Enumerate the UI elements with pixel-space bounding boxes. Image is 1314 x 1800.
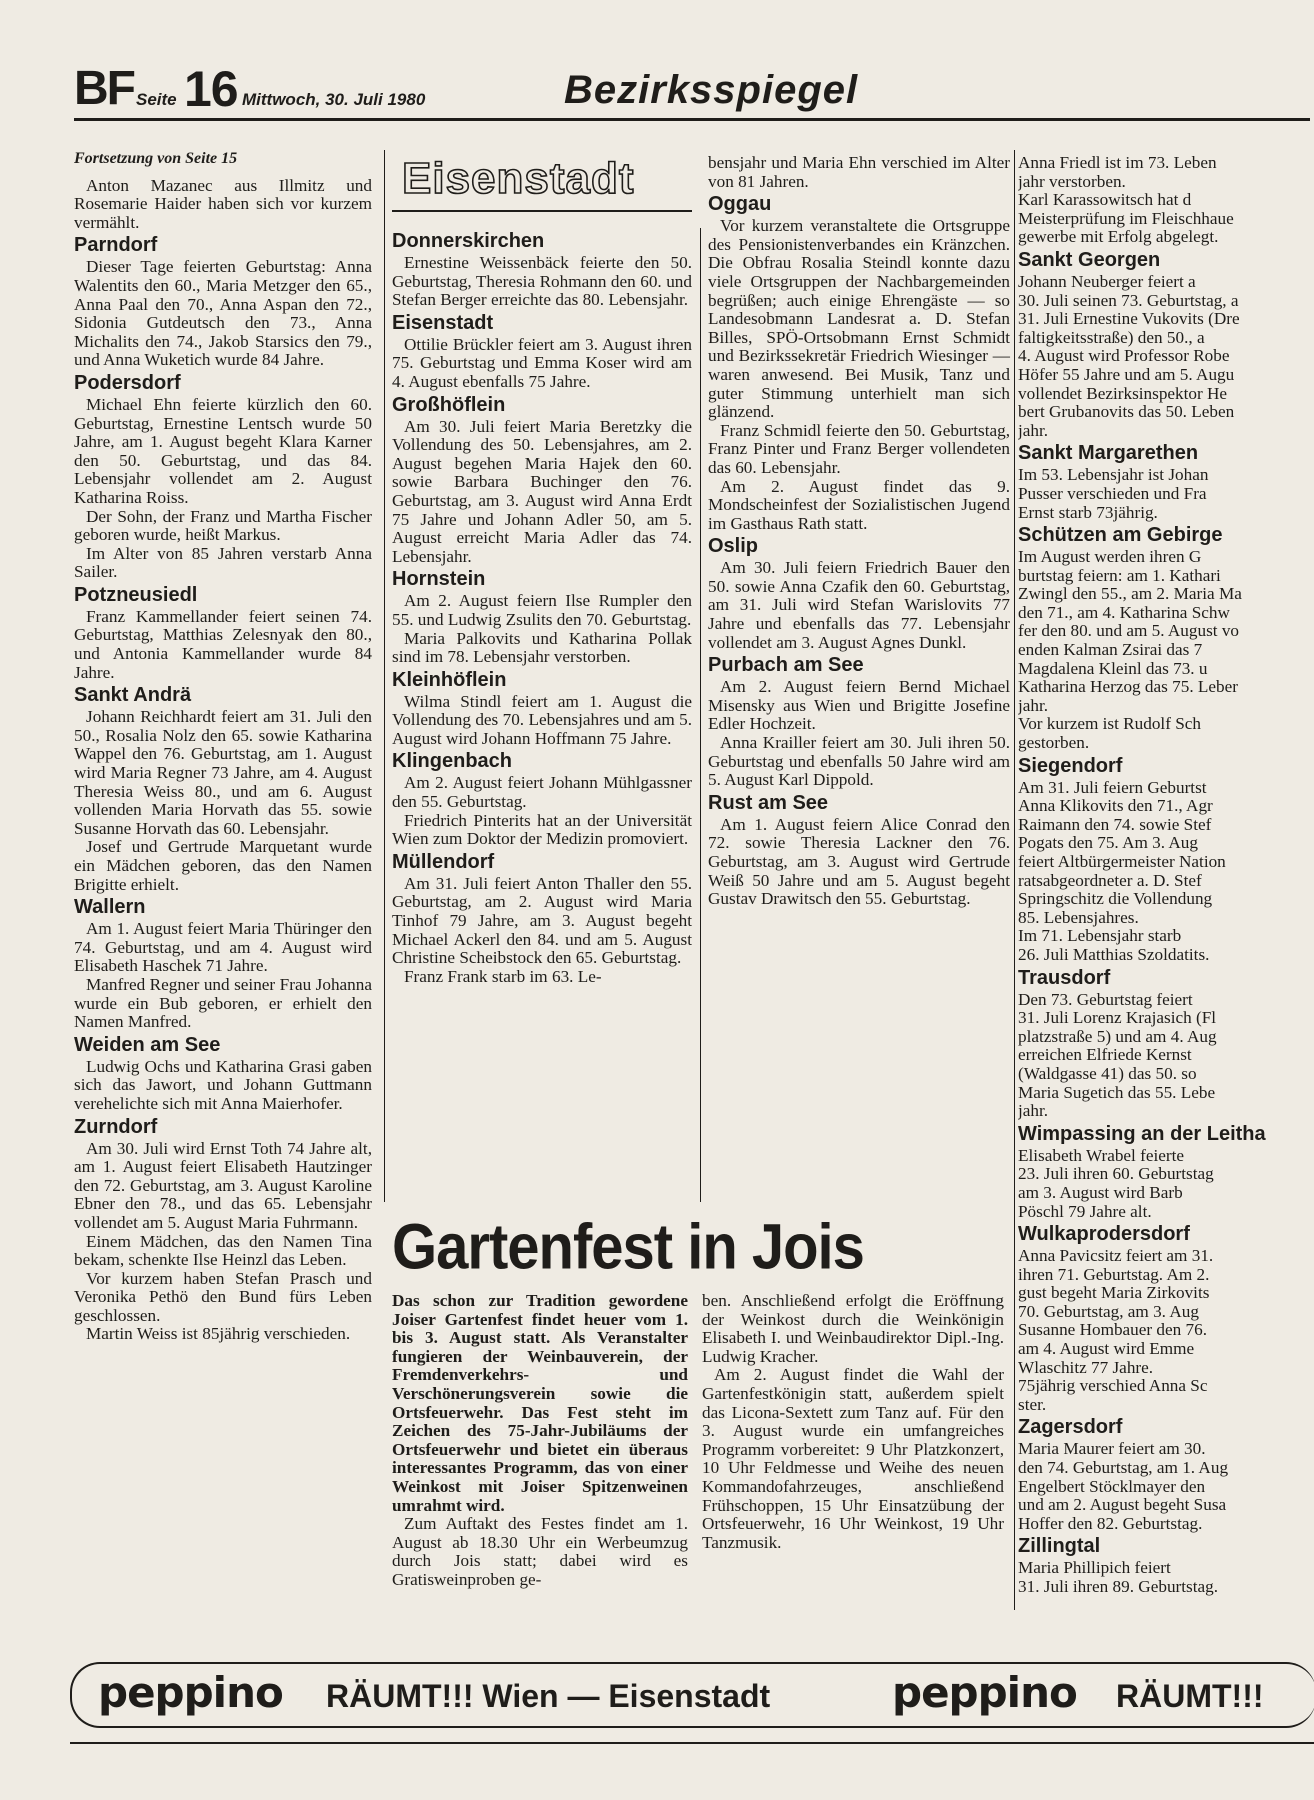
news-paragraph: Vor kurzem haben Stefan Prasch und Veronika Pethö den Bund fürs Leben geschlossen.: [74, 1268, 372, 1325]
news-paragraph: Franz Frank starb im 63. Le-: [404, 966, 602, 986]
place-heading: Parndorf: [74, 234, 158, 257]
news-line: Ernst starb 73jährig.: [1018, 503, 1158, 522]
news-line: Den 73. Geburtstag feiert: [1018, 990, 1193, 1009]
place-heading: Eisenstadt: [392, 311, 494, 334]
news-line: Anna Friedl ist im 73. Leben: [1018, 154, 1217, 172]
news-line: platzstraße 5) und am 4. Aug: [1018, 1027, 1217, 1046]
news-line: ster.: [1018, 1395, 1047, 1414]
column-1: [74, 150, 372, 1344]
news-line: und am 2. August begeht Susa: [1018, 1496, 1227, 1515]
news-paragraph: Im Alter von 85 Jahren verstarb Anna Sailer.: [74, 543, 372, 582]
news-line: den 71., am 4. Katharina Schw: [1018, 603, 1230, 622]
news-line: ratsabgeordneter a. D. Stef: [1018, 871, 1202, 890]
place-heading: Purbach am See: [708, 654, 864, 677]
column-3-start: bensjahr und Maria Ehn verschied im Alter von 81 Jahren.: [708, 153, 1010, 191]
ad-slogan: RÄUMT!!! Wien — Eisenstadt: [326, 1678, 771, 1714]
news-paragraph: Am 30. Juli feiern Friedrich Bauer den 50. sowie Anna Czafik den 60. Geburtstag, am 31. Juli wird Stefan Warislovits 77 Jahre und ebenfalls das 77. Lebensjahr vollendet am 3. August Agnes Dunkl.: [708, 558, 1010, 652]
news-line: Elisabeth Wrabel feierte: [1018, 1146, 1185, 1165]
news-paragraph: Ludwig Ochs und Katharina Grasi gaben sich das Jawort, und Johann Guttmann verehelichte sich mit Anna Maierhofer.: [74, 1056, 372, 1113]
masthead: [74, 62, 1310, 124]
news-paragraph: Franz Schmidl feierte den 50. Geburtstag, Franz Pinter und Franz Berger vollendeten das 60. Lebensjahr.: [708, 420, 1010, 477]
place-heading: Kleinhöflein: [392, 668, 507, 691]
ad-slogan-2: RÄUMT!!!: [1116, 1678, 1264, 1714]
gartenfest-column-1: [392, 1292, 688, 1590]
place-heading: Schützen am Gebirge: [1018, 524, 1223, 547]
column-3-sections: [708, 193, 1010, 909]
news-line: Maria Phillipich feiert: [1018, 1559, 1171, 1578]
news-line: Susanne Hombauer den 76.: [1018, 1321, 1208, 1340]
news-paragraph: Am 30. Juli wird Ernst Toth 74 Jahre alt, am 1. August feiert Elisabeth Hautzinger den 72. Geburtstag, am 3. August Karoline Ebner den 78., und das 65. Lebensjahr vollendet am 5. August Maria Fuhrmann.: [74, 1138, 372, 1232]
news-paragraph: Johann Reichhardt feiert am 31. Juli den 50., Rosalia Nolz den 65. sowie Katharina Wappel den 76. Geburtstag, am 1. August wird Maria Regner 73 Jahre, am 4. August Theresia Weiss 80., und am 6. August vollenden Maria Horvath das 55. sowie Susanne Horvath das 60. Lebensjahr.: [74, 707, 372, 838]
news-paragraph: Der Sohn, der Franz und Martha Fischer geboren wurde, heißt Markus.: [74, 506, 372, 545]
place-heading: Hornstein: [392, 568, 486, 591]
news-paragraph: Wilma Stindl feiert am 1. August die Vollendung des 70. Lebensjahres und am 5. August wird Johann Hoffmann 75 Jahre.: [392, 691, 692, 748]
news-paragraph: Dieser Tage feierten Geburtstag: Anna Walentits den 60., Maria Metzger den 65., Anna Paal den 70., Anna Aspan den 72., Sidonia Gutdeutsch den 73., Anna Michalits den 74., Jakob Starsics den 79., und Anna Wuketich wurde 84 Jahre.: [74, 257, 372, 370]
news-line: Am 31. Juli feiern Geburtst: [1018, 778, 1207, 797]
news-line: Hoffer den 82. Geburtstag.: [1018, 1514, 1203, 1533]
news-line: enden Kalman Zsirai das 7: [1018, 641, 1203, 660]
column-2-sections: [392, 230, 692, 986]
gartenfest-headline: Gartenfest in Jois: [392, 1211, 864, 1283]
place-heading: Oslip: [708, 535, 759, 558]
place-heading: Potzneusiedl: [74, 583, 198, 606]
news-line: Zwingl den 55., am 2. Maria Ma: [1018, 585, 1242, 604]
news-line: Maria Maurer feiert am 30.: [1018, 1440, 1206, 1459]
news-line: Magdalena Kleinl das 73. u: [1018, 659, 1208, 678]
news-line: ihren 71. Geburtstag. Am 2.: [1018, 1265, 1210, 1284]
gartenfest-paragraph-2: ben. Anschließend erfolgt die Eröffnung der Weinkost durch die Weinkönigin Elisabeth I. und Weinbaudirektor Dipl.-Ing. Ludwig Kracher.: [702, 1291, 1004, 1366]
news-line: Pusser verschieden und Fra: [1018, 484, 1207, 503]
news-line: jahr.: [1018, 421, 1049, 440]
news-line: Karl Karassowitsch hat d: [1018, 191, 1192, 210]
news-line: burtstag feiern: am 1. Kathari: [1018, 566, 1221, 585]
news-paragraph: Am 2. August findet das 9. Mondscheinfest der Sozialistischen Jugend im Gasthaus Rath statt.: [708, 476, 1010, 533]
peppino-logo: peppino: [98, 1668, 283, 1717]
news-line: jahr.: [1018, 696, 1049, 715]
news-line: bert Grubanovits das 50. Leben: [1018, 403, 1235, 422]
news-paragraph: Am 31. Juli feiert Anton Thaller den 55. Geburtstag, am 2. August wird Maria Tinhof 79 Jahre, am 3. August begeht Michael Ackerl den 84. und am 5. August Christine Scheibstock den 65. Geburtstag.: [392, 873, 692, 968]
news-line: Anna Pavicsitz feiert am 31.: [1018, 1247, 1214, 1266]
column-2: [392, 228, 692, 986]
place-heading: Zillingtal: [1018, 1535, 1101, 1558]
ad-bottom-rule: [70, 1742, 1314, 1744]
peppino-logo-2: peppino: [892, 1668, 1077, 1717]
place-heading: Großhöflein: [392, 393, 506, 416]
column-divider-1: [384, 150, 385, 1202]
news-line: 31. Juli Lorenz Krajasich (Fl: [1018, 1009, 1217, 1028]
news-line: Maria Sugetich das 55. Lebe: [1018, 1083, 1216, 1102]
news-line: 30. Juli seinen 73. Geburtstag, a: [1018, 291, 1239, 310]
news-paragraph: Am 30. Juli feiert Maria Beretzky die Vollendung des 50. Lebensjahres, am 2. August begehen Maria Hajek den 60. sowie Barbara Buchinger den 76. Geburtstag, am 3. August wird Anna Erdt 75 Jahre und Johann Adler 50, am 5. August erreicht Maria Adler das 74. Lebensjahr.: [392, 416, 692, 566]
news-line: 31. Juli Ernestine Vukovits (Dre: [1018, 310, 1240, 329]
intro-paragraph: Anton Mazanec aus Illmitz und Rosemarie Haider haben sich vor kurzem vermählt.: [74, 175, 372, 232]
news-line: Johann Neuberger feiert a: [1018, 272, 1196, 291]
news-line: 75jährig verschied Anna Sc: [1018, 1377, 1208, 1396]
continuation-note: Fortsetzung von Seite 15: [74, 150, 238, 167]
place-heading: Zagersdorf: [1018, 1416, 1123, 1439]
news-line: gestorben.: [1018, 734, 1090, 753]
news-line: Höfer 55 Jahre und am 5. Augu: [1018, 365, 1235, 384]
column-1-sections: [74, 234, 372, 1344]
news-paragraph: Anna Krailler feiert am 30. Juli ihren 50. Geburtstag und ebenfalls 50 Jahre wird am 5. August Karl Dippold.: [708, 733, 1010, 790]
news-paragraph: Ottilie Brückler feiert am 3. August ihren 75. Geburtstag und Emma Koser wird am 4. August ebenfalls 75 Jahre.: [392, 334, 692, 391]
place-heading: Podersdorf: [74, 371, 181, 394]
news-paragraph: Am 2. August feiern Bernd Michael Misensky aus Wien und Brigitte Josefine Edler Hochzeit.: [708, 677, 1010, 734]
gartenfest-lead: Das schon zur Tradition gewordene Joiser Gartenfest findet heuer vom 1. bis 3. August statt. Als Veranstalter fungieren der Weinbauverein, der Fremdenverkehrs- und Verschönerungsverein sowie die Ortsfeuerwehr. Das Fest steht im Zeichen des 75-Jahr-Jubiläums der Ortsfeuerwehr und bietet ein überaus interessantes Programm, das von einer Weinkost mit Joiser Spitzenweinen umrahmt wird.: [392, 1291, 688, 1515]
news-line: den 74. Geburtstag, am 1. Aug: [1018, 1459, 1229, 1478]
place-heading: Oggau: [708, 193, 772, 216]
place-heading: Wulkaprodersdorf: [1018, 1223, 1190, 1246]
place-heading: Sankt Margarethen: [1018, 442, 1199, 465]
news-line: 31. Juli ihren 89. Geburtstag.: [1018, 1578, 1219, 1596]
masthead-seite: Seite: [136, 90, 177, 109]
news-line: am 4. August wird Emme: [1018, 1340, 1195, 1359]
place-heading: Trausdorf: [1018, 966, 1111, 989]
place-heading: Donnerskirchen: [392, 230, 545, 252]
news-paragraph: Einem Mädchen, das den Namen Tina bekam, schenkte Ilse Heinzl das Leben.: [74, 1231, 372, 1270]
news-paragraph: Manfred Regner und seiner Frau Johanna wurde ein Bub geboren, er erhielt den Namen Manfred.: [74, 974, 372, 1032]
news-line: feiert Altbürgermeister Nation: [1018, 853, 1226, 871]
news-line: Engelbert Stöcklmayer den: [1018, 1477, 1206, 1496]
news-line: fer den 80. und am 5. August vo: [1018, 622, 1240, 641]
gartenfest-column-2: [702, 1292, 1004, 1552]
news-paragraph: Martin Weiss ist 85jährig verschieden.: [86, 1324, 351, 1344]
news-line: 85. Lebensjahres.: [1018, 908, 1139, 927]
peppino-advertisement: [70, 1662, 1314, 1728]
eisenstadt-rule: [392, 210, 692, 212]
place-heading: Müllendorf: [392, 850, 495, 873]
column-3: [708, 154, 1010, 909]
news-paragraph: Franz Kammellander feiert seinen 74. Geburtstag, Matthias Zelesnyak den 80., und Antonia Kammellander wurde 84 Jahre.: [74, 606, 372, 682]
column-divider-2: [700, 228, 701, 1202]
news-line: Wlaschitz 77 Jahre.: [1018, 1358, 1154, 1377]
place-heading: Sankt Georgen: [1018, 248, 1161, 271]
news-paragraph: Am 1. August feiern Alice Conrad den 72. sowie Theresia Lackner den 76. Geburtstag, am 3. August wird Gertrude Weiß 50 Jahre und am 5. August begeht Gustav Drawitsch den 55. Geburtstag.: [708, 814, 1010, 909]
column-4-sections: [1018, 249, 1314, 1597]
news-line: 23. Juli ihren 60. Geburtstag: [1018, 1165, 1214, 1184]
news-paragraph: Friedrich Pinterits hat an der Universität Wien zum Doktor der Medizin promoviert.: [392, 810, 692, 849]
news-paragraph: Maria Palkovits und Katharina Pollak sind im 78. Lebensjahr verstorben.: [392, 628, 692, 667]
masthead-rule: [74, 118, 1310, 121]
news-line: Anna Klikovits den 71., Agr: [1018, 797, 1213, 816]
news-line: Im 71. Lebensjahr starb: [1018, 927, 1182, 946]
page-number: 16: [184, 61, 238, 117]
place-heading: Wimpassing an der Leitha: [1018, 1122, 1266, 1145]
news-paragraph: Vor kurzem veranstaltete die Ortsgruppe des Pensionistenverbandes ein Kränzchen. Die Obfrau Rosalia Steindl konnte dazu viele Ortsgruppen der Nachbargemeinden begrüßen; auch einige Ehrengäste — so Landesobmann Landesrat a. D. Stefan Billes, SPÖ-Ortsobmann Ernst Schmidt und Bezirkssekretär Friedrich Wiesinger — waren anwesend. Bei Musik, Tanz und guter Stimmung unterhielt man sich glänzend.: [708, 216, 1010, 422]
news-paragraph: Ernestine Weissenbäck feierte den 50. Geburtstag, Theresia Rohmann den 60. und Stefan Berger erreichte das 80. Lebensjahr.: [392, 253, 692, 310]
news-line: gewerbe mit Erfolg abgelegt.: [1018, 228, 1219, 247]
place-heading: Zurndorf: [74, 1115, 158, 1138]
gartenfest-paragraph-3: Am 2. August findet die Wahl der Gartenfestkönigin statt, außerdem spielt das Licona-Sextett zum Tanz auf. Für den 3. August wurde ein umfangreiches Programm vorbereitet: 9 Uhr Platzkonzert, 10 Uhr Feldmesse und Weihe des neuen Kommandofahrzeuges, anschließend Frühschoppen, 15 Uhr Einsatzübung der Ortsfeuerwehr, 16 Uhr Weinkost, 19 Uhr Tanzmusik.: [702, 1365, 1004, 1552]
place-heading: Klingenbach: [392, 750, 513, 773]
column-divider-3: [1014, 150, 1015, 1610]
news-line: gust begeht Maria Zirkovits: [1018, 1284, 1210, 1303]
gartenfest-paragraph-1: Zum Auftakt des Festes findet am 1. August ab 18.30 Uhr ein Werbeumzug durch Jois statt; dabei wird es Gratisweinproben ge-: [392, 1514, 688, 1589]
place-heading: Siegendorf: [1018, 754, 1123, 777]
news-line: Springschitz die Vollendung: [1018, 890, 1213, 909]
news-line: Meisterprüfung im Fleischhaue: [1018, 209, 1234, 228]
place-heading: Weiden am See: [74, 1033, 221, 1056]
place-heading: Sankt Andrä: [74, 684, 192, 707]
news-line: am 3. August wird Barb: [1018, 1183, 1183, 1202]
column-4: [1018, 154, 1314, 1597]
news-line: Raimann den 74. sowie Stef: [1018, 815, 1212, 834]
news-line: vollendet Bezirksinspektor He: [1018, 384, 1228, 403]
news-line: Im 53. Lebensjahr ist Johan: [1018, 466, 1209, 485]
news-line: (Waldgasse 41) das 50. so: [1018, 1064, 1197, 1083]
masthead-logo: BF: [74, 62, 134, 115]
news-line: jahr.: [1018, 1102, 1049, 1121]
news-paragraph: Michael Ehn feierte kürzlich den 60. Geburtstag, Ernestine Lentsch wurde 50 Jahre, am 1. August begeht Klara Karner den 50. Geburtstag, und das 84. Lebensjahr vollendet am 2. August Katharina Roiss.: [74, 394, 372, 507]
news-paragraph: Josef und Gertrude Marquetant wurde ein Mädchen geboren, das den Namen Brigitte erhielt.: [74, 837, 372, 894]
news-paragraph: Am 1. August feiert Maria Thüringer den 74. Geburtstag, und am 4. August wird Elisabeth Haschek 71 Jahre.: [74, 919, 372, 976]
place-heading: Wallern: [74, 896, 146, 919]
news-line: Pogats den 75. Am 3. Aug: [1018, 834, 1198, 853]
column-4-start: [1018, 154, 1314, 247]
news-line: Im August werden ihren G: [1018, 548, 1202, 567]
news-paragraph: Am 2. August feiert Johann Mühlgassner den 55. Geburtstag.: [392, 773, 692, 812]
section-title: Bezirksspiegel: [564, 68, 859, 112]
news-line: 4. August wird Professor Robe: [1018, 347, 1230, 366]
news-line: jahr verstorben.: [1018, 172, 1126, 191]
issue-date: Mittwoch, 30. Juli 1980: [242, 90, 426, 109]
place-heading: Rust am See: [708, 791, 829, 814]
eisenstadt-title: Eisenstadt: [402, 154, 635, 203]
news-line: Vor kurzem ist Rudolf Sch: [1018, 715, 1202, 734]
news-line: Katharina Herzog das 75. Leber: [1018, 678, 1238, 697]
news-paragraph: Am 2. August feiern Ilse Rumpler den 55. und Ludwig Zsulits den 70. Geburtstag.: [392, 591, 692, 629]
news-line: Pöschl 79 Jahre alt.: [1018, 1202, 1152, 1221]
news-line: 26. Juli Matthias Szoldatits.: [1018, 945, 1210, 964]
news-line: 70. Geburtstag, am 3. Aug: [1018, 1302, 1199, 1321]
news-line: erreichen Elfriede Kernst: [1018, 1046, 1192, 1065]
news-line: faltigkeitsstraße) den 50., a: [1018, 328, 1205, 347]
